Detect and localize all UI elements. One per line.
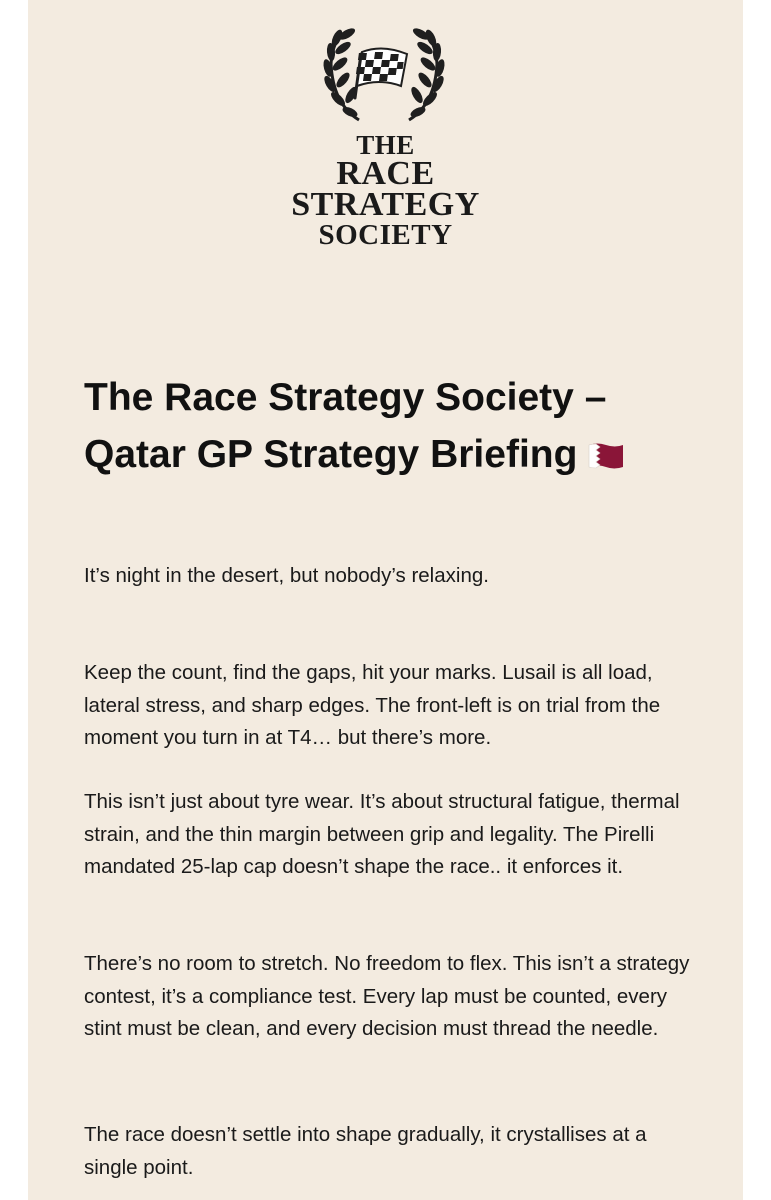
paragraph-lusail: Keep the count, find the gaps, hit your marks. Lusail is all load, lateral stress, and sharp edges. The front-left is on trial from the moment you turn in at T4… but there’s more. xyxy=(84,661,661,749)
paragraph-compliance: There’s no room to stretch. No freedom to flex. This isn’t a strategy contest, it’s a compliance test. Every lap must be counted, every stint must be clean, and every decision must thread the needle. xyxy=(84,952,690,1040)
logo-text-strategy: STRATEGY xyxy=(291,186,480,223)
logo-text-the: THE xyxy=(356,130,415,160)
logo-text-race: RACE xyxy=(336,155,435,192)
society-logo xyxy=(28,18,743,278)
article-title xyxy=(84,369,724,483)
qatar-flag-icon xyxy=(587,441,625,471)
paragraph-tyre-wear: This isn’t just about tyre wear. It’s about structural fatigue, thermal strain, and the thin margin between grip and legality. The Pirelli mandated 25-lap cap doesn’t shape the race.. it enforces it. xyxy=(84,790,680,878)
article-title-line1: The Race Strategy Society – xyxy=(84,376,607,419)
article-page xyxy=(28,0,743,1200)
checkered-flag-icon xyxy=(355,48,407,98)
logo-text-society: SOCIETY xyxy=(318,219,453,251)
paragraph-intro: It’s night in the desert, but nobody’s relaxing. xyxy=(84,564,489,587)
paragraph-crystallises: The race doesn’t settle into shape gradually, it crystallises at a single point. xyxy=(84,1123,647,1179)
article-title-line2: Qatar GP Strategy Briefing xyxy=(84,433,578,476)
laurel-wreath-icon xyxy=(319,24,449,124)
